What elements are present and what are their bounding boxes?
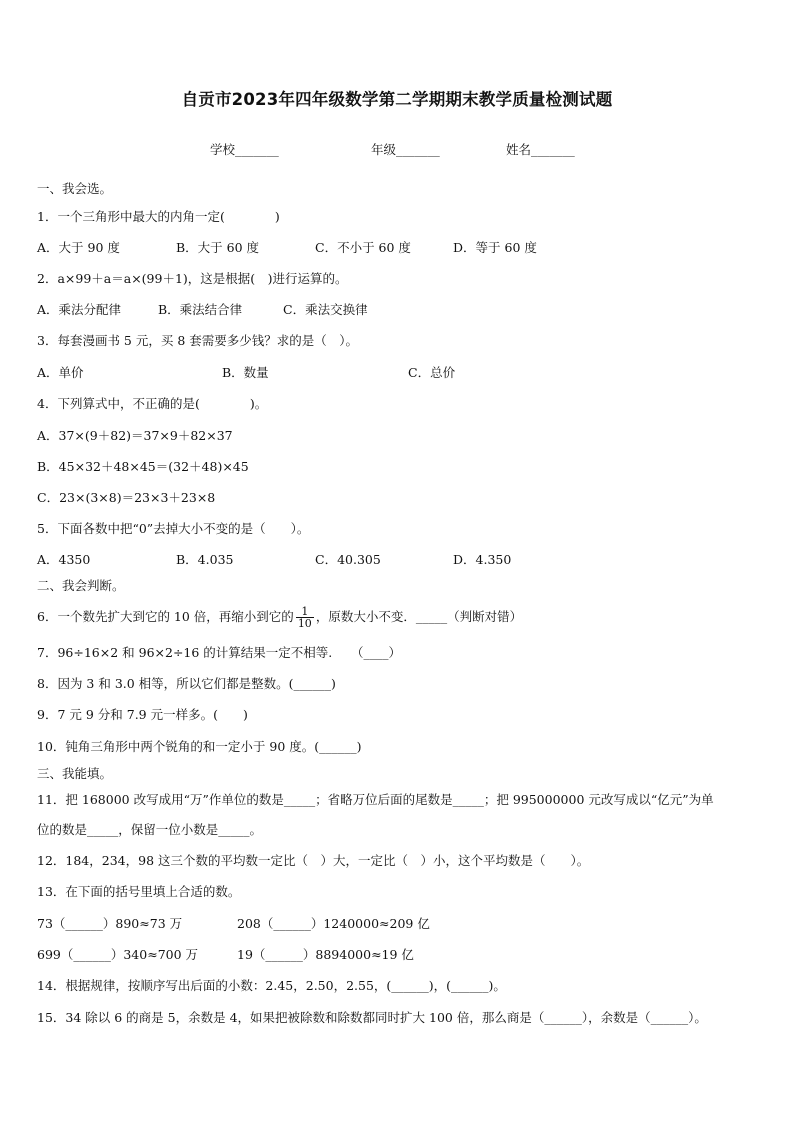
q1-option-c[interactable]: C．不小于 60 度 bbox=[315, 240, 411, 255]
q1-option-b[interactable]: B．大于 60 度 bbox=[176, 240, 260, 255]
question-14: 14．根据规律，按顺序写出后面的小数：2.45，2.50，2.55，(______)，(______)。 bbox=[37, 978, 506, 993]
question-8: 8．因为 3 和 3.0 相等，所以它们都是整数。(______) bbox=[37, 676, 336, 691]
question-5: 5．下面各数中把“0”去掉大小不变的是（ ）。 bbox=[37, 521, 310, 536]
q2-option-c[interactable]: C．乘法交换律 bbox=[283, 302, 368, 317]
q13-item-1[interactable]: 73（______）890≈73 万 bbox=[37, 916, 183, 931]
question-2: 2．a×99＋a＝a×(99＋1)，这是根据( )进行运算的。 bbox=[37, 271, 348, 286]
question-12: 12．184，234，98 这三个数的平均数一定比（ ）大，一定比（ ）小，这个平均数是（ ）。 bbox=[37, 853, 590, 868]
question-6 bbox=[37, 606, 522, 629]
question-3: 3．每套漫画书 5 元，买 8 套需要多少钱？求的是（ ）。 bbox=[37, 333, 359, 348]
name-field[interactable]: 姓名_______ bbox=[506, 142, 575, 157]
q13-item-3[interactable]: 699（______）340≈700 万 bbox=[37, 947, 199, 962]
fraction-numerator: 1 bbox=[296, 606, 314, 618]
question-13: 13．在下面的括号里填上合适的数。 bbox=[37, 884, 241, 899]
page-title: 自贡市2023年四年级数学第二学期期末教学质量检测试题 bbox=[181, 90, 613, 109]
q6-text-before: 6．一个数先扩大到它的 10 倍，再缩小到它的 bbox=[37, 609, 294, 624]
question-9: 9．7 元 9 分和 7.9 元一样多。( ) bbox=[37, 707, 248, 722]
question-1: 1．一个三角形中最大的内角一定( ) bbox=[37, 209, 280, 224]
q1-option-d[interactable]: D．等于 60 度 bbox=[453, 240, 537, 255]
q1-option-a[interactable]: A．大于 90 度 bbox=[37, 240, 120, 255]
q5-option-a[interactable]: A．4350 bbox=[37, 552, 91, 567]
question-7: 7．96÷16×2 和 96×2÷16 的计算结果一定不相等. （____） bbox=[37, 645, 402, 660]
q6-text-after: ，原数大小不变．_____（判断对错） bbox=[315, 609, 523, 624]
q3-option-a[interactable]: A．单价 bbox=[37, 365, 84, 380]
q4-option-b[interactable]: B．45×32＋48×45＝(32＋48)×45 bbox=[37, 459, 249, 474]
section-heading-3: 三、我能填。 bbox=[37, 766, 113, 781]
fraction-denominator: 10 bbox=[297, 617, 312, 630]
question-15: 15．34 除以 6 的商是 5，余数是 4，如果把被除数和除数都同时扩大 100 倍，那么商是（______），余数是（______）。 bbox=[37, 1010, 707, 1025]
q5-option-c[interactable]: C．40.305 bbox=[315, 552, 381, 567]
student-info-fields bbox=[0, 140, 794, 160]
question-11-line-2: 位的数是_____，保留一位小数是_____。 bbox=[37, 822, 263, 837]
q3-option-c[interactable]: C．总价 bbox=[408, 365, 456, 380]
q13-item-2[interactable]: 208（______）1240000≈209 亿 bbox=[237, 916, 430, 931]
section-heading-1: 一、我会选。 bbox=[37, 181, 113, 196]
question-11-line-1: 11．把 168000 改写成用“万”作单位的数是_____；省略万位后面的尾数是_____；把 995000000 元改写成以“亿元”为单 bbox=[37, 792, 714, 807]
section-heading-2: 二、我会判断。 bbox=[37, 578, 125, 593]
fraction-one-tenth bbox=[296, 606, 314, 629]
q3-option-b[interactable]: B．数量 bbox=[222, 365, 269, 380]
q5-option-d[interactable]: D．4.350 bbox=[453, 552, 512, 567]
grade-field[interactable]: 年级_______ bbox=[371, 142, 440, 157]
q2-option-a[interactable]: A．乘法分配律 bbox=[37, 302, 122, 317]
q13-item-4[interactable]: 19（______）8894000≈19 亿 bbox=[237, 947, 414, 962]
q4-option-c[interactable]: C．23×(3×8)＝23×3＋23×8 bbox=[37, 490, 216, 505]
question-10: 10．钝角三角形中两个锐角的和一定小于 90 度。(______) bbox=[37, 739, 362, 754]
q5-option-b[interactable]: B．4.035 bbox=[176, 552, 234, 567]
q4-option-a[interactable]: A．37×(9＋82)＝37×9＋82×37 bbox=[37, 428, 233, 443]
school-field[interactable]: 学校_______ bbox=[210, 142, 279, 157]
question-4: 4．下列算式中，不正确的是( )。 bbox=[37, 396, 268, 411]
q2-option-b[interactable]: B．乘法结合律 bbox=[158, 302, 243, 317]
